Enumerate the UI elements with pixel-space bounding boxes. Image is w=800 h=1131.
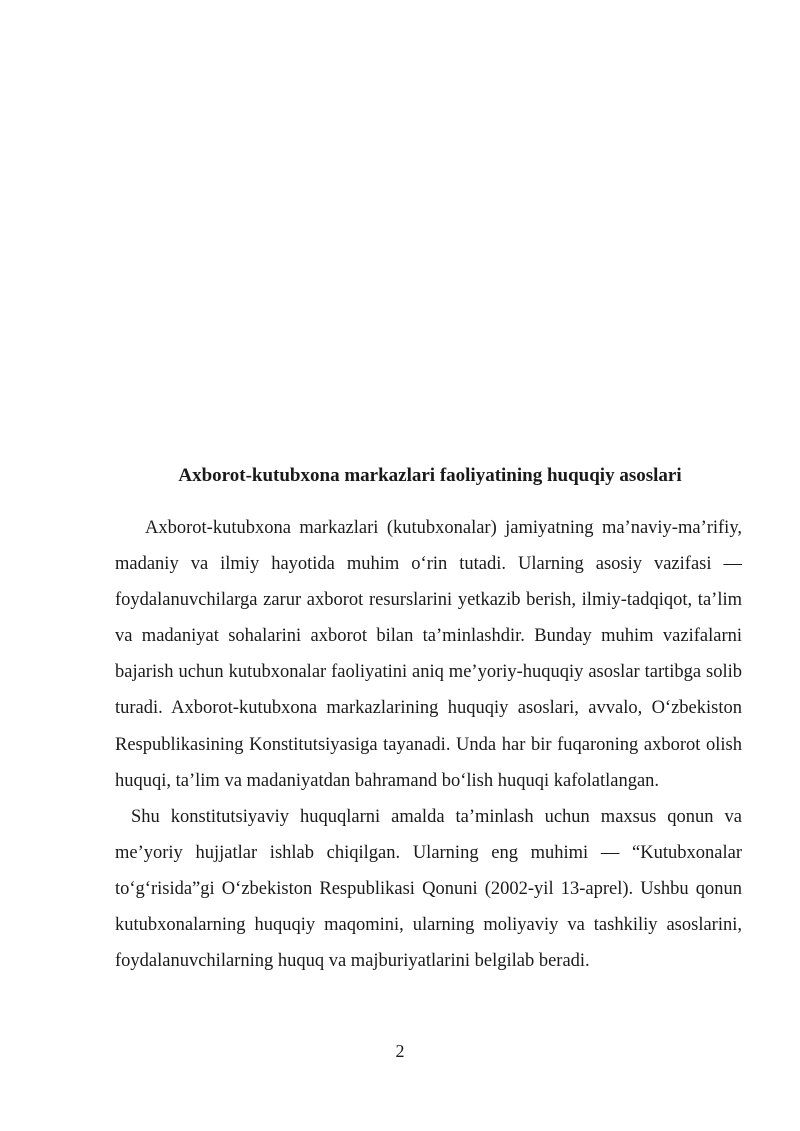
paragraph-1: Axborot-kutubxona markazlari (kutubxonalar) jamiyatning ma’naviy-ma’rifiy, madaniy va ilmiy hayotida muhim o‘rin tutadi. Ularning asosiy vazifasi — foydalanuvchilarga zarur axborot resurslarini yetkazib berish, ilmiy-tadqiqot, ta’lim va madaniyat sohalarini axborot bilan ta’minlashdir. Bunday muhim vazifalarni bajarish uchun kutubxonalar faoliyatini aniq me’yoriy-huquqiy asoslar tartibga solib turadi. Axborot-kutubxona markazlarining huquqiy asoslari, avvalo, O‘zbekiston Respublikasining Konstitutsiyasiga tayanadi. Unda har bir fuqaroning axborot olish huquqi, ta’lim va madaniyatdan bahramand bo‘lish huquqi kafolatlangan. [115, 518, 742, 791]
paragraph-2: Shu konstitutsiyaviy huquqlarni amalda ta’minlash uchun maxsus qonun va me’yoriy hujjatlar ishlab chiqilgan. Ularning eng muhimi — “Kutubxonalar to‘g‘risida”gi O‘zbekiston Respublikasi Qonuni (2002-yil 13-aprel). Ushbu qonun kutubxonalarning huquqiy maqomini, ularning moliyaviy va tashkiliy asoslarini, foydalanuvchilarning huquq va majburiyatlarini belgilab beradi. [115, 806, 742, 972]
body-text [115, 510, 742, 979]
page-number: 2 [395, 1041, 405, 1061]
section-title: Axborot-kutubxona markazlari faoliyatining huquqiy asoslari [178, 465, 682, 486]
